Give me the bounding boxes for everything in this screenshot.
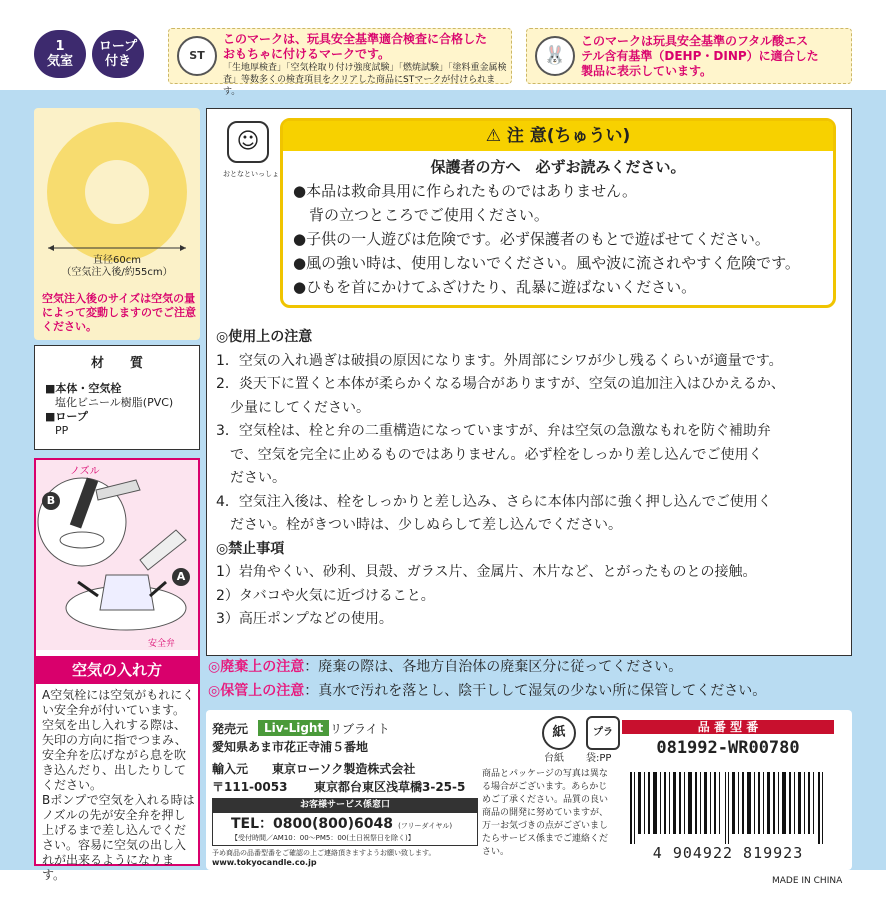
usage-line: 少量にしてください。 <box>216 399 370 416</box>
st-mark-box <box>168 28 512 97</box>
caution-line-3: ●風の強い時は、使用しないでください。風や波に流されやすく危険です。 <box>293 254 800 272</box>
service-tel-note: (フリーダイヤル) <box>398 822 453 830</box>
material-item-rope-value: PP <box>55 424 69 437</box>
valve-diagram <box>36 460 198 650</box>
brand-logo: Liv-Light <box>258 720 329 736</box>
size-warning: 空気注入後のサイズは空気の量によって変動しますのでご注意ください。 <box>42 292 196 333</box>
material-item-body-value: 塩化ビニール樹脂(PVC) <box>55 396 174 409</box>
storage-text: ：真水で汚れを落とし、陰干しして湿気の少ない所に保管してください。 <box>304 683 767 699</box>
service-tel-box <box>212 812 478 846</box>
barcode-number: 4 904922 819923 <box>652 844 804 862</box>
material-heading: 材 質 <box>90 356 143 371</box>
service-header: お客様サービス係窓口 <box>212 798 478 812</box>
barcode-icon <box>622 768 834 848</box>
disposal-note <box>208 656 682 680</box>
caution-line-2: ●子供の一人遊びは危険です。必ず保護者のもとで遊ばせてください。 <box>293 230 770 248</box>
storage-label: ◎保管上の注意 <box>208 683 305 699</box>
st-title-2: おもちゃに付けるマークです。 <box>223 47 391 61</box>
storage-note <box>208 680 766 704</box>
safety-valve-label: 安全弁 <box>148 639 176 649</box>
disposal-label: ◎廃棄上の注意 <box>208 659 305 675</box>
st-mark-icon: ST <box>177 36 217 76</box>
usage-line: 2．炎天下に置くと本体が柔らかくなる場合がありますが、空気の追加注入はひかえるか、 <box>216 376 785 392</box>
ring-diameter: 直径60cm <box>93 255 141 266</box>
material-box <box>34 345 200 450</box>
rabbit-mark-icon: 🐰 <box>535 36 575 76</box>
inflate-heading: 空気の入れ方 <box>36 656 198 684</box>
rope-badge: ロープ 付き <box>92 30 144 78</box>
st-desc-1: 「生地厚検査」「空気栓取り付け強度試験」「燃焼試験」「塗料重金属検 <box>223 63 507 73</box>
caution-line-1: ●本品は救命具用に作られたものではありません。 <box>293 182 637 200</box>
ring-diameter-after: （空気注入後/約55cm） <box>61 267 173 278</box>
caution-subtitle: 保護者の方へ 必ずお読みください。 <box>430 158 686 176</box>
phthalate-mark-box <box>526 28 852 84</box>
mascot-icon: ☺ <box>227 121 269 163</box>
inflate-instructions <box>42 688 196 883</box>
service-tel[interactable]: TEL：0800(800)6048 <box>231 816 393 832</box>
company-box <box>206 710 852 870</box>
usage-line: ださい。栓がきつい時は、少しぬらして差し込んでください。 <box>216 517 622 533</box>
seller-label: 発売元 <box>212 722 249 736</box>
air-chamber-badge: 1 気室 <box>34 30 86 78</box>
website-url[interactable]: www.tokyocandle.co.jp <box>212 858 317 867</box>
seller-address: 愛知県あま市花正寺浦５番地 <box>212 740 369 754</box>
brand-kana: リブライト <box>330 722 390 736</box>
paper-recycle-icon: 紙 <box>542 716 576 750</box>
zip-code: 〒111-0053 <box>212 780 288 794</box>
service-hours: 【受付時間／AM10：00〜PM5：00(土日祝祭日を除く)】 <box>231 834 415 842</box>
usage-line: 1．空気の入れ過ぎは破損の原因になります。外周部にシワが少し残るくらいが適量です。 <box>216 352 783 369</box>
product-code-value: 081992-WR00780 <box>656 738 800 758</box>
importer-name: 東京ローソク製造株式会社 <box>272 762 416 776</box>
inflate-step-a: A空気栓には空気がもれにくい安全弁が付いています。空気を出し入れする際は、矢印の方向に指でつまみ、安全弁を広げながら息を吹き込んだり、出したりしてください。 <box>42 688 195 792</box>
usage-line: 3．空気栓は、栓と弁の二重構造になっていますが、弁は空気の急激なもれを防ぐ補助弁 <box>216 423 771 439</box>
disposal-text: ：廃棄の際は、各地方自治体の廃棄区分に従ってください。 <box>304 659 683 675</box>
nozzle-label: ノズル <box>70 466 100 477</box>
mascot-label: おとなといっしょ <box>223 170 279 178</box>
photo-notice: 商品とパッケージの写真は異なる場合がございます。あらかじめご了承ください。品質の良い商品の開発に努めていますが、万一お気づきの点がございましたらサービス係までご連絡ください。 <box>482 769 609 857</box>
label-b: B <box>42 492 60 510</box>
swim-ring-icon <box>34 108 200 278</box>
st-title-1: このマークは、玩具安全基準適合検査に合格した <box>223 32 488 46</box>
prohibit-line: 2）タバコや火気に近づけること。 <box>216 587 435 604</box>
usage-line: で、空気を完全に止めるものではありません。必ず栓をしっかり差し込んでご使用く <box>216 446 763 463</box>
phthalate-title-1: このマークは玩具安全基準のフタル酸エス <box>581 34 809 48</box>
plastic-recycle-label: 袋:PP <box>586 753 612 764</box>
importer-address: 東京都台東区浅草橋3-25-5 <box>314 780 466 794</box>
inflate-panel <box>34 458 200 882</box>
label-a: A <box>172 568 190 586</box>
caution-line-1b: 背の立つところでご使用ください。 <box>309 206 549 224</box>
usage-section <box>216 326 846 632</box>
caution-header: ⚠ 注 意(ちゅうい) <box>283 121 833 151</box>
prohibit-line: 3）高圧ポンプなどの使用。 <box>216 611 393 627</box>
product-code-label: 品 番 型 番 <box>622 720 834 734</box>
usage-line: 4．空気注入後は、栓をしっかりと差し込み、さらに本体内部に強く押し込んでご使用く <box>216 493 772 510</box>
importer-label: 輸入元 <box>212 762 249 776</box>
plastic-recycle-icon: プラ <box>586 716 620 750</box>
caution-box <box>280 118 836 308</box>
usage-line: ださい。 <box>216 470 286 486</box>
material-item-body: ■本体・空気栓 <box>45 382 122 395</box>
caution-line-4: ●ひもを首にかけてふざけたり、乱暴に遊ばないください。 <box>293 278 697 296</box>
ring-size-panel <box>34 108 200 340</box>
phthalate-title-2: テル含有基準（DEHP・DINP）に適合した <box>581 49 819 63</box>
material-item-rope: ■ロープ <box>45 410 88 423</box>
made-in-label: MADE IN CHINA <box>772 876 843 886</box>
st-desc-2: 査」等数多くの検査項目をクリアした商品にSTマークが付けられます。 <box>223 75 496 97</box>
paper-recycle-label: 台紙 <box>544 753 564 764</box>
prohibit-heading: ◎禁止事項 <box>216 540 285 557</box>
prohibit-line: 1）岩角やくい、砂利、貝殻、ガラス片、金属片、木片など、とがったものとの接触。 <box>216 564 757 580</box>
phthalate-title-3: 製品に表示しています。 <box>581 64 713 78</box>
service-notice: 予め商品の品番型番をご確認の上ご連絡頂きますようお願い致します。 <box>212 849 436 857</box>
usage-heading: ◎使用上の注意 <box>216 329 313 345</box>
inflate-step-b: Bポンプで空気を入れる時はノズルの先が安全弁を押し上げるまで差し込んでください。容易に空気の出し入れが出来るようになります。 <box>42 793 195 882</box>
